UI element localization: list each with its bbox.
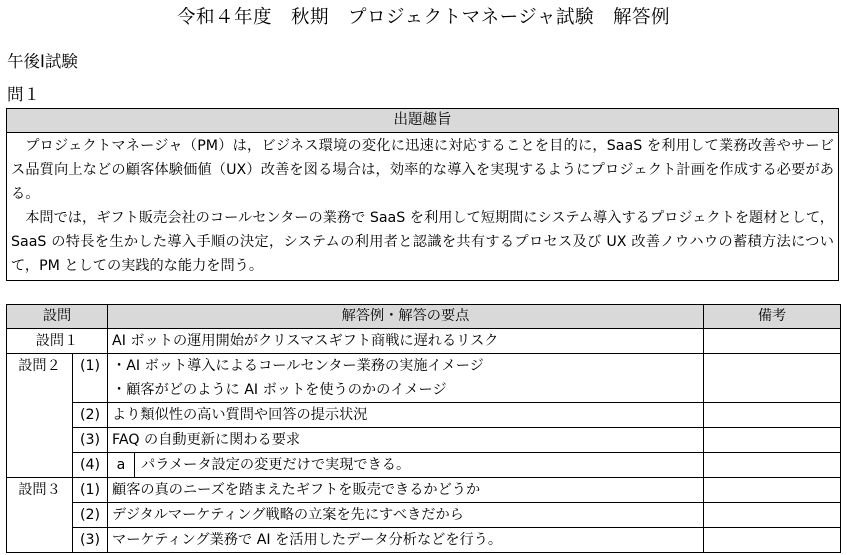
purpose-box (6, 108, 839, 281)
purpose-body (7, 133, 838, 280)
answer-line: ・AI ボット導入によるコールセンター業務の実施イメージ (112, 358, 484, 374)
sub-question-label: (1) (73, 354, 108, 403)
question-label: 設問１ (7, 329, 108, 354)
table-row (7, 428, 841, 453)
answer-line: ・顧客がどのように AI ボットを使うのかのイメージ (112, 382, 447, 398)
sub-question-label: (2) (73, 403, 108, 428)
sub-question-label: (4) (73, 453, 108, 478)
purpose-heading: 出題趣旨 (7, 109, 838, 133)
sub-question-label: (2) (73, 503, 108, 528)
sub-question-label: (1) (73, 478, 108, 503)
table-row (7, 329, 841, 354)
header-remarks: 備考 (704, 305, 841, 329)
answer-text: パラメータ設定の変更だけで実現できる。 (141, 457, 411, 473)
answer-cell: AI ボットの運用開始がクリスマスギフト商戦に遅れるリスク (108, 329, 704, 354)
remarks-cell (704, 428, 841, 453)
header-answer: 解答例・解答の要点 (108, 305, 704, 329)
question-number: 問１ (7, 85, 40, 104)
question-label: 設問２ (7, 354, 73, 478)
answer-cell: より類似性の高い質問や回答の提示状況 (108, 403, 704, 428)
answer-cell: FAQ の自動更新に関わる要求 (108, 428, 704, 453)
question-label: 設問３ (7, 478, 73, 553)
remarks-cell (704, 354, 841, 403)
answer-cell: 顧客の真のニーズを踏まえたギフトを販売できるかどうか (108, 478, 704, 503)
answer-table (6, 304, 841, 553)
table-row (7, 453, 841, 478)
table-row (7, 528, 841, 553)
choice-letter: a (108, 453, 135, 477)
answer-cell (108, 453, 704, 478)
table-header-row (7, 305, 841, 329)
table-row (7, 354, 841, 403)
table-row (7, 503, 841, 528)
header-question: 設問 (7, 305, 108, 329)
purpose-paragraph: 本問では，ギフト販売会社のコールセンターの業務で SaaS を利用して短期間にシステム導入するプロジェクトを題材として，SaaS の特長を生かした導入手順の決定，システムの利用者と認識を共有するプロセス及び UX 改善ノウハウの蓄積方法について，PM としての実践的な能力を問う。 (11, 210, 834, 274)
remarks-cell (704, 478, 841, 503)
sub-question-label: (3) (73, 528, 108, 553)
answer-cell (108, 354, 704, 403)
remarks-cell (704, 503, 841, 528)
answer-cell: デジタルマーケティング戦略の立案を先にすべきだから (108, 503, 704, 528)
remarks-cell (704, 403, 841, 428)
answer-cell: マーケティング業務で AI を活用したデータ分析などを行う。 (108, 528, 704, 553)
remarks-cell (704, 453, 841, 478)
table-row (7, 478, 841, 503)
remarks-cell (704, 329, 841, 354)
remarks-cell (704, 528, 841, 553)
sub-question-label: (3) (73, 428, 108, 453)
exam-section-label: 午後Ⅰ試験 (7, 52, 78, 71)
purpose-paragraph: プロジェクトマネージャ（PM）は，ビジネス環境の変化に迅速に対応することを目的に，SaaS を利用して業務改善やサービス品質向上などの顧客体験価値（UX）改善を図る場合は，効率的な導入を実現するようにプロジェクト計画を作成する必要がある。 (11, 138, 834, 202)
page-title: 令和４年度 秋期 プロジェクトマネージャ試験 解答例 (177, 7, 670, 28)
table-row (7, 403, 841, 428)
